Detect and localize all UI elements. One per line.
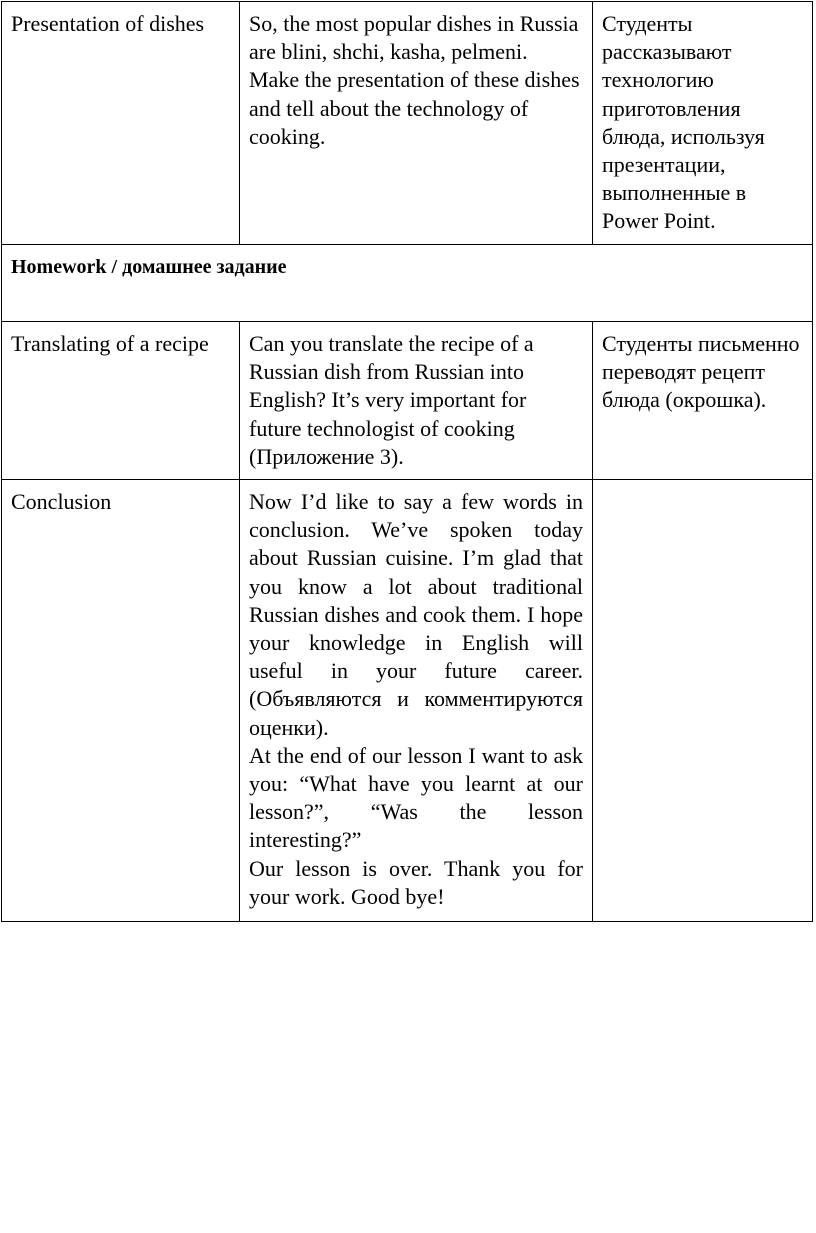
teacher-cell-presentation: So, the most popular dishes in Russia are blini, shchi, kasha, pelmeni. Make the presentation of these dishes and tell about the technology of cooking.	[240, 2, 593, 245]
table-row-conclusion	[2, 480, 813, 922]
students-cell-translating: Студенты письменно переводят рецепт блюда (окрошка).	[593, 322, 813, 480]
students-cell-conclusion	[593, 480, 813, 922]
table-row-translating	[2, 322, 813, 480]
students-cell-presentation: Студенты рассказывают технологию приготовления блюда, используя презентации, выполненные в Power Point.	[593, 2, 813, 245]
teacher-cell-conclusion	[240, 480, 593, 922]
table-row-homework	[2, 245, 813, 322]
teacher-cell-translating: Can you translate the recipe of a Russian dish from Russian into English? It’s very important for future technologist of cooking (Приложение 3).	[240, 322, 593, 480]
lesson-plan-table	[1, 1, 813, 922]
homework-header: Homework / домашнее задание	[2, 245, 813, 322]
stage-cell-presentation: Presentation of dishes	[2, 2, 240, 245]
conclusion-paragraph-1: Now I’d like to say a few words in conclusion. We’ve spoken today about Russian cuisine. I’m glad that you know a lot about traditional Russian dishes and cook them. I hope your knowledge in English will useful in your future career. (Объявляются и комментируются оценки).	[249, 489, 583, 740]
stage-cell-translating: Translating of a recipe	[2, 322, 240, 480]
conclusion-paragraph-3: Our lesson is over. Thank you for your work. Good bye!	[249, 855, 583, 909]
table-row-presentation	[2, 2, 813, 245]
stage-cell-conclusion: Conclusion	[2, 480, 240, 922]
conclusion-paragraph-2: At the end of our lesson I want to ask you: “What have you learnt at our lesson?”, “Was the lesson interesting?”	[249, 742, 583, 853]
